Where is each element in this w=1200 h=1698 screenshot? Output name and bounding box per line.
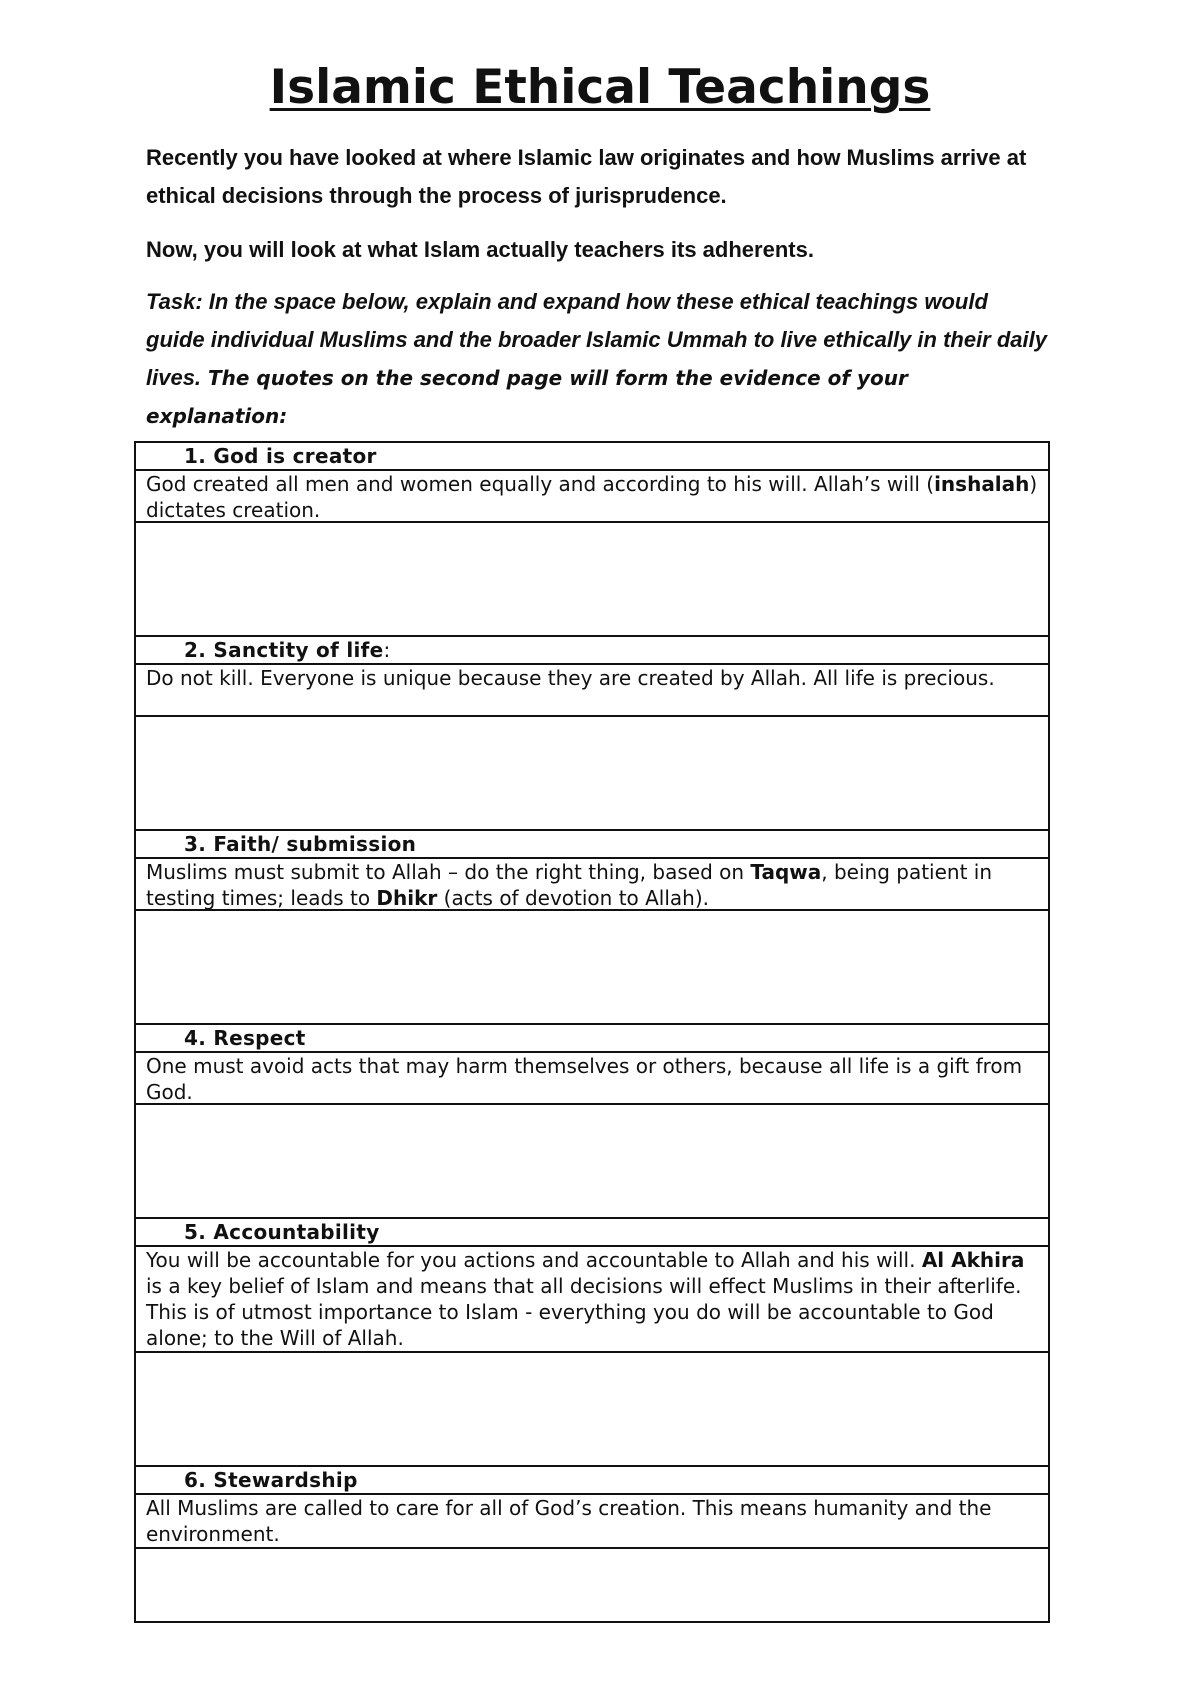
answer-input[interactable]: [136, 523, 1048, 635]
description-text: One must avoid acts that may harm themselves or others, because all life is a gift from God.: [146, 1054, 1023, 1104]
intro-paragraph: Recently you have looked at where Islamic law originates and how Muslims arrive at ethical decisions through the process of jurisprudence.: [146, 145, 1027, 208]
answer-input[interactable]: [136, 717, 1048, 829]
answer-input[interactable]: [136, 911, 1048, 1023]
answer-box: [136, 715, 1048, 831]
answer-box: [136, 1351, 1048, 1467]
answer-box: [136, 1547, 1048, 1621]
key-term: inshalah: [934, 472, 1030, 496]
key-term: Dhikr: [376, 886, 438, 910]
teaching-title: God is creator: [213, 444, 377, 468]
teaching-number: 3.: [184, 832, 207, 856]
teaching-title: Sanctity of life: [213, 638, 384, 662]
teaching-number: 4.: [184, 1026, 207, 1050]
teaching-description: [136, 1493, 1048, 1547]
teaching-number: 1.: [184, 444, 207, 468]
teaching-suffix: :: [383, 638, 391, 662]
answer-box: [136, 1103, 1048, 1219]
description-text: God created all men and women equally and according to his will. Allah’s will (: [146, 472, 935, 496]
teaching-number: 5.: [184, 1220, 207, 1244]
key-term: Al Akhira: [921, 1248, 1025, 1272]
answer-input[interactable]: [136, 1549, 1048, 1621]
key-term: Taqwa: [750, 860, 822, 884]
task-text: : In the space below, explain and expand how these ethical teachings would guide individual Muslims and the broader Islamic Ummah to live ethically in their daily lives.: [146, 289, 1047, 390]
teaching-number: 6.: [184, 1468, 207, 1492]
teaching-title: Faith/ submission: [213, 832, 417, 856]
description-text: ) dictates creation.: [146, 472, 1038, 522]
teaching-number: 2.: [184, 638, 207, 662]
teaching-description: [136, 469, 1048, 521]
description-text: Muslims must submit to Allah – do the right thing, based on: [146, 860, 751, 884]
teaching-description: [136, 1245, 1048, 1351]
description-text: Do not kill. Everyone is unique because they are created by Allah. All life is precious.: [146, 666, 995, 690]
description-text: , being patient in testing times; leads to: [146, 860, 993, 910]
intro-paragraph-2: Now, you will look at what Islam actually teachers its adherents.: [146, 237, 814, 262]
teaching-heading: [136, 637, 1048, 663]
task-instructions: [146, 283, 1051, 435]
teaching-heading: [136, 831, 1048, 857]
teaching-title: Respect: [213, 1026, 306, 1050]
answer-box: [136, 521, 1048, 637]
answer-box: [136, 909, 1048, 1025]
description-text: is a key belief of Islam and means that all decisions will effect Muslims in their afterlife. This is of utmost importance to Islam - everything you do will be accountable to God alone; to the Will of Allah.: [146, 1274, 1022, 1350]
description-text: (acts of devotion to Allah).: [437, 886, 710, 910]
teaching-heading: [136, 1467, 1048, 1493]
task-label: Task: [146, 289, 196, 314]
description-text: You will be accountable for you actions and accountable to Allah and his will.: [146, 1248, 922, 1272]
teachings-table: [134, 441, 1050, 1623]
teaching-title: Stewardship: [213, 1468, 358, 1492]
teaching-description: [136, 857, 1048, 909]
teaching-title: Accountability: [213, 1220, 380, 1244]
teaching-description: [136, 663, 1048, 715]
description-text: All Muslims are called to care for all of God’s creation. This means humanity and the environment.: [146, 1496, 992, 1546]
teaching-heading: [136, 443, 1048, 469]
answer-input[interactable]: [136, 1353, 1048, 1465]
teaching-description: [136, 1051, 1048, 1103]
page-title: Islamic Ethical Teachings: [269, 60, 931, 115]
task-evidence-text: The quotes on the second page will form the evidence of your explanation:: [146, 366, 908, 428]
teaching-heading: [136, 1219, 1048, 1245]
teaching-heading: [136, 1025, 1048, 1051]
answer-input[interactable]: [136, 1105, 1048, 1217]
